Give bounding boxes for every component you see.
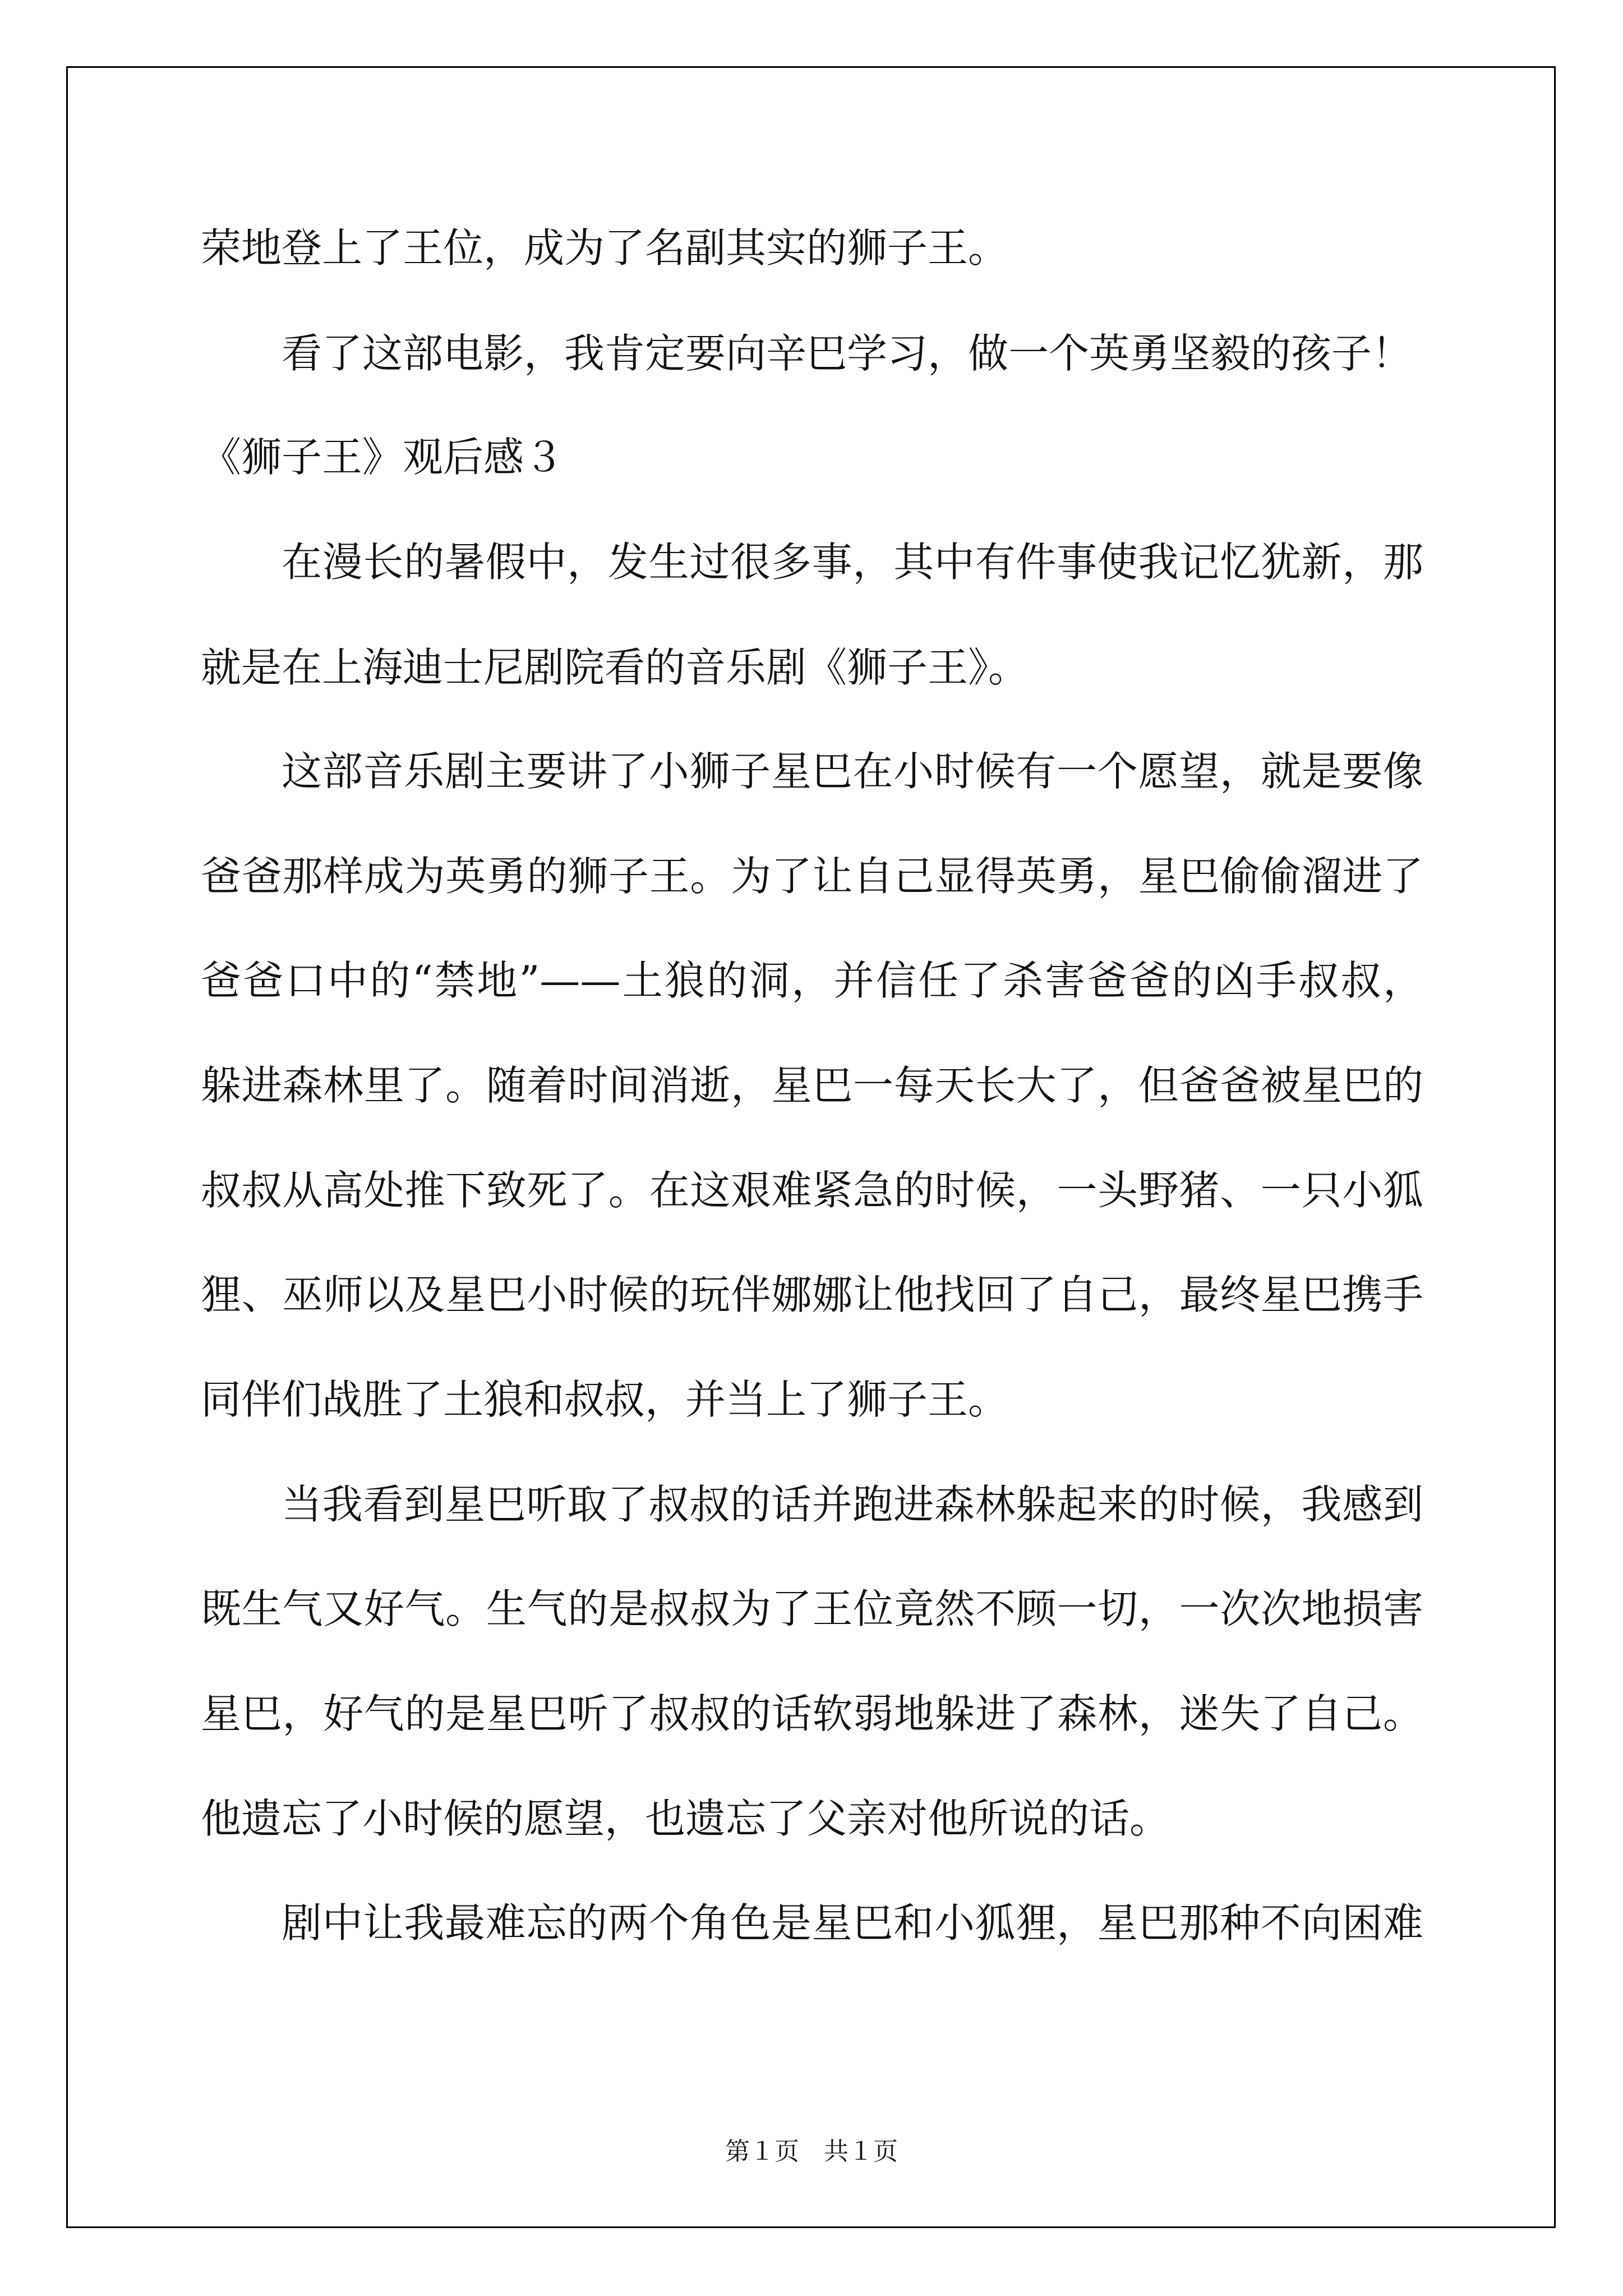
text-line: 爸爸那样成为英勇的狮子王。为了让自己显得英勇，星巴偷偷溜进了 bbox=[201, 853, 1423, 900]
text-line: 既生气又好气。生气的是叔叔为了王位竟然不顾一切，一次次地损害 bbox=[201, 1585, 1423, 1632]
section-heading: 《狮子王》观后感３ bbox=[201, 434, 565, 481]
text-line: 这部音乐剧主要讲了小狮子星巴在小时候有一个愿望，就是要像 bbox=[282, 748, 1423, 795]
text-line: 荣地登上了王位，成为了名副其实的狮子王。 bbox=[201, 224, 1009, 272]
page-footer: 第１页 共１页 bbox=[725, 2137, 898, 2166]
text-line: 同伴们战胜了土狼和叔叔，并当上了狮子王。 bbox=[201, 1376, 1009, 1423]
text-line: 叔叔从高处推下致死了。在这艰难紧急的时候，一头野猪、一只小狐 bbox=[201, 1167, 1423, 1214]
text-line: 他遗忘了小时候的愿望，也遗忘了父亲对他所说的话。 bbox=[201, 1795, 1170, 1842]
text-line: 就是在上海迪士尼剧院看的音乐剧《狮子王》。 bbox=[201, 644, 1029, 691]
text-line: 星巴，好气的是星巴听了叔叔的话软弱地躲进了森林，迷失了自己。 bbox=[201, 1690, 1423, 1737]
text-line: 狸、巫师以及星巴小时候的玩伴娜娜让他找回了自己，最终星巴携手 bbox=[201, 1271, 1423, 1318]
text-line: 躲进森林里了。随着时间消逝，星巴一每天长大了，但爸爸被星巴的 bbox=[201, 1062, 1423, 1109]
text-line: 当我看到星巴听取了叔叔的话并跑进森林躲起来的时候，我感到 bbox=[282, 1481, 1423, 1528]
text-line: 看了这部电影，我肯定要向辛巴学习，做一个英勇坚毅的孩子！ bbox=[282, 330, 1413, 377]
text-line: 剧中让我最难忘的两个角色是星巴和小狐狸，星巴那种不向困难 bbox=[282, 1899, 1423, 1947]
text-line: 爸爸口中的“禁地”——土狼的洞，并信任了杀害爸爸的凶手叔叔， bbox=[201, 957, 1423, 1004]
text-line: 在漫长的暑假中，发生过很多事，其中有件事使我记忆犹新，那 bbox=[282, 539, 1423, 586]
